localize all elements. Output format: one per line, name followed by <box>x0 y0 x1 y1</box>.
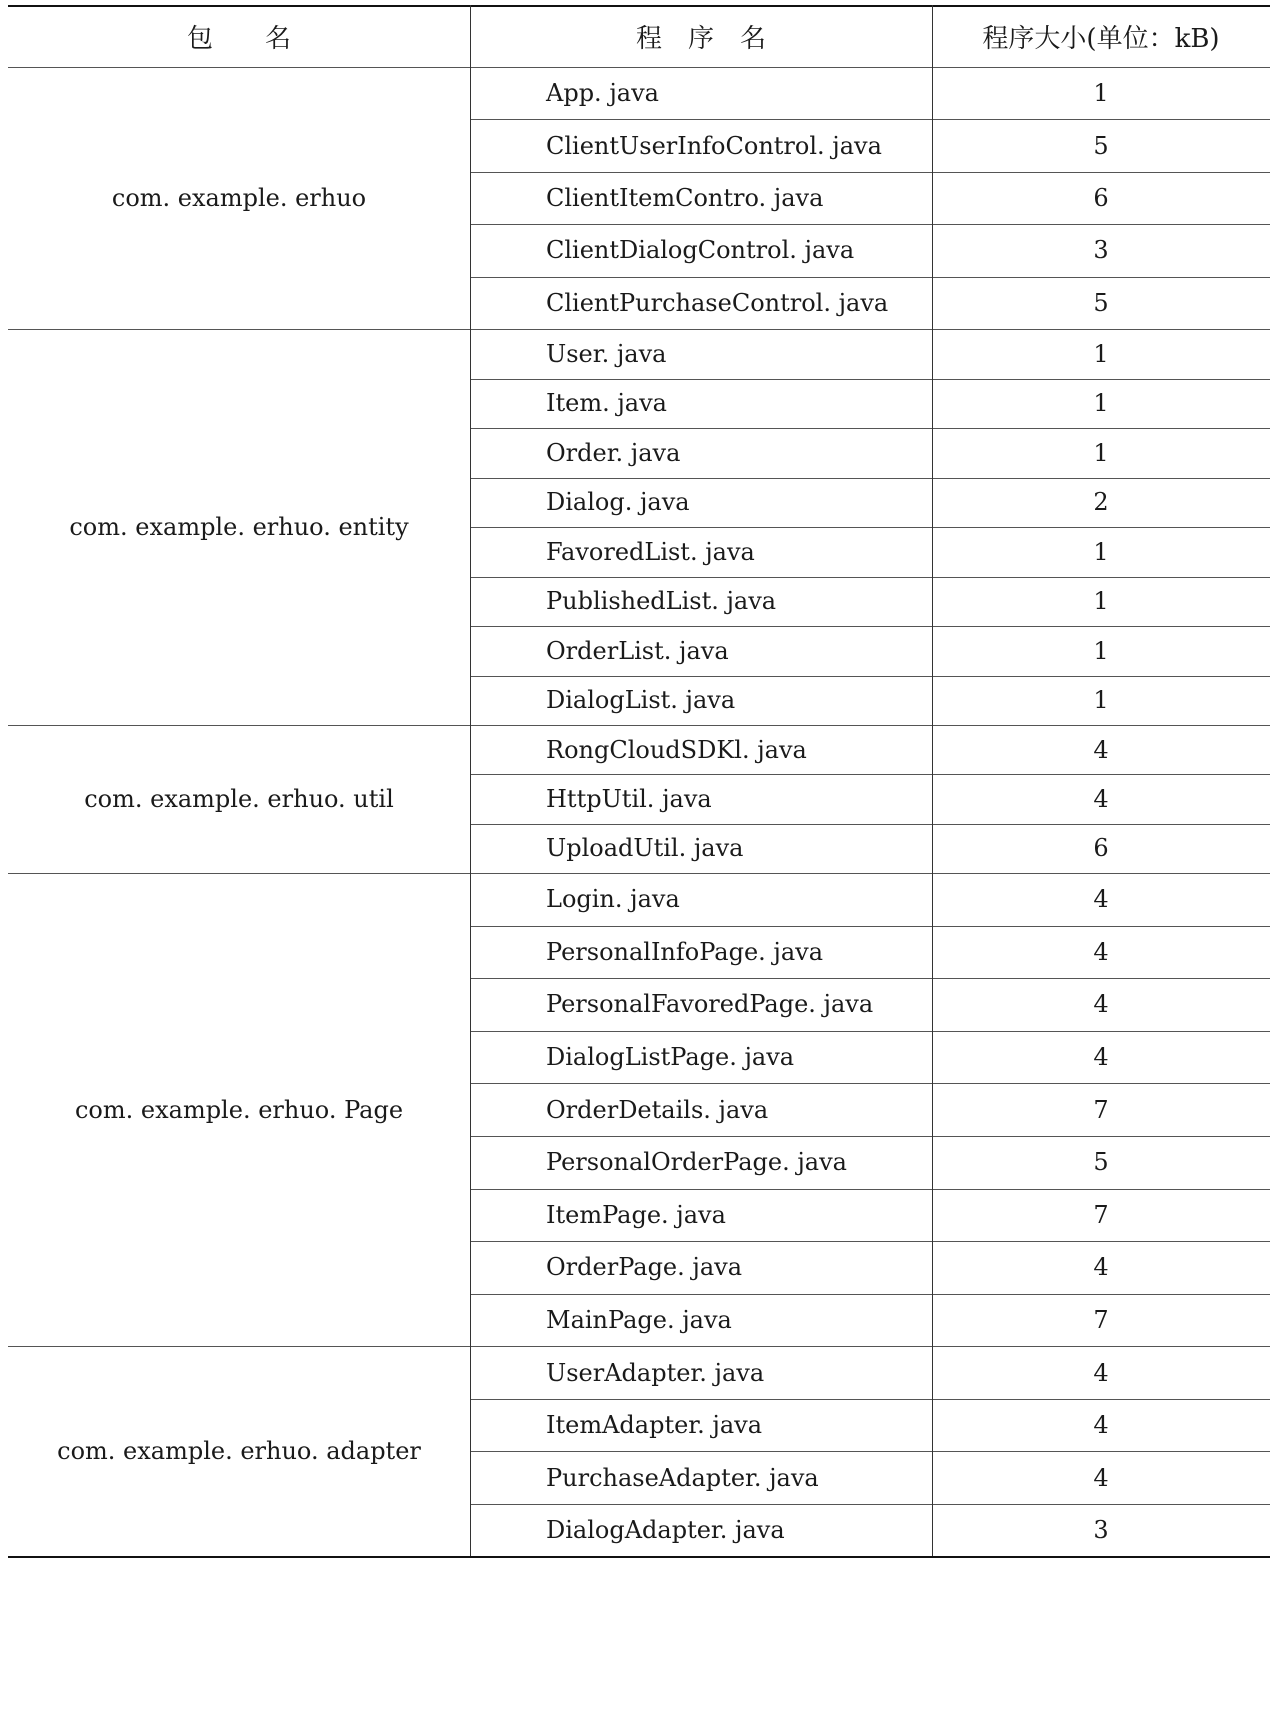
table-row <box>8 277 1270 329</box>
program-name: Dialog. java <box>546 488 690 517</box>
program-name: OrderList. java <box>546 636 729 665</box>
rule-line <box>470 1189 1270 1190</box>
program-size: 4 <box>1093 1042 1109 1071</box>
table-row <box>8 1504 1270 1557</box>
program-size: 7 <box>1093 1305 1109 1334</box>
table-row <box>8 873 1270 926</box>
package-name: com. example. erhuo. util <box>84 784 394 813</box>
package-name: com. example. erhuo <box>111 184 367 212</box>
column-rule <box>470 725 471 873</box>
header-package: 包 名 <box>186 23 291 54</box>
table-row <box>8 379 1270 429</box>
header-row <box>8 5 1270 67</box>
table-row <box>8 626 1270 676</box>
table-row <box>8 774 1270 823</box>
rule-line <box>470 119 1270 120</box>
program-name: Login. java <box>546 885 680 914</box>
table-row <box>8 224 1270 276</box>
rule-line <box>470 1504 1270 1505</box>
table-row <box>8 978 1270 1031</box>
rule-line <box>470 1241 1270 1242</box>
table-row <box>8 1241 1270 1294</box>
program-size: 1 <box>1093 686 1109 715</box>
table-row <box>8 1294 1270 1347</box>
program-size: 4 <box>1093 784 1109 813</box>
program-size: 3 <box>1093 1516 1109 1545</box>
table-row <box>8 67 1270 119</box>
rule-line <box>470 676 1270 677</box>
program-name: PurchaseAdapter. java <box>546 1463 819 1492</box>
table-row <box>8 119 1270 171</box>
program-size: 1 <box>1093 389 1109 418</box>
program-size: 1 <box>1093 537 1109 566</box>
rule-line <box>470 224 1270 225</box>
rule-line <box>470 1136 1270 1137</box>
program-size: 1 <box>1093 587 1109 616</box>
program-name: HttpUtil. java <box>546 784 712 813</box>
table-row <box>8 1451 1270 1504</box>
rule-line <box>8 5 1270 7</box>
program-name: ClientDialogControl. java <box>546 236 855 265</box>
table-row <box>8 527 1270 577</box>
program-size: 1 <box>1093 438 1109 467</box>
table-row <box>8 1031 1270 1084</box>
program-name: PersonalInfoPage. java <box>546 937 824 966</box>
program-name: RongCloudSDKl. java <box>546 735 807 764</box>
rule-line <box>470 379 1270 380</box>
table-row <box>8 172 1270 224</box>
rule-line <box>470 1399 1270 1400</box>
program-name: Item. java <box>546 389 667 418</box>
header-size: 程序大小(单位：kB) <box>982 23 1220 54</box>
program-size: 4 <box>1093 1358 1109 1387</box>
package-name: com. example. erhuo. entity <box>69 513 409 541</box>
program-size: 4 <box>1093 735 1109 764</box>
program-name: DialogListPage. java <box>546 1042 795 1071</box>
column-rule <box>470 5 471 67</box>
table-row <box>8 329 1270 379</box>
column-rule <box>932 329 933 725</box>
program-name: User. java <box>546 339 667 368</box>
program-name: Order. java <box>546 438 681 467</box>
rule-line <box>470 527 1270 528</box>
rule-line <box>470 1083 1270 1084</box>
rule-line <box>470 428 1270 429</box>
rule-line <box>470 1294 1270 1295</box>
program-name: OrderPage. java <box>546 1253 743 1282</box>
program-name: PersonalOrderPage. java <box>546 1148 847 1177</box>
program-name: ItemPage. java <box>546 1200 726 1229</box>
table-row <box>8 478 1270 528</box>
program-name: PublishedList. java <box>546 587 777 616</box>
program-name: PersonalFavoredPage. java <box>546 990 874 1019</box>
column-rule <box>932 1346 933 1556</box>
table-row <box>8 926 1270 979</box>
rule-line <box>470 926 1270 927</box>
program-size: 5 <box>1093 1148 1109 1177</box>
program-size: 6 <box>1093 183 1109 212</box>
table-row <box>8 1399 1270 1452</box>
table-row <box>8 1136 1270 1189</box>
rule-line <box>8 1556 1270 1558</box>
table-row <box>8 1346 1270 1399</box>
program-name: FavoredList. java <box>546 537 755 566</box>
program-name: MainPage. java <box>546 1305 732 1334</box>
program-name: DialogList. java <box>546 686 736 715</box>
package-name: com. example. erhuo. Page <box>74 1095 404 1124</box>
rule-line <box>470 978 1270 979</box>
column-rule <box>470 873 471 1346</box>
program-size: 5 <box>1093 288 1109 317</box>
program-size: 1 <box>1093 636 1109 665</box>
program-name: ClientPurchaseControl. java <box>546 288 889 317</box>
program-size: 4 <box>1093 990 1109 1019</box>
program-name: DialogAdapter. java <box>546 1516 785 1545</box>
program-size: 7 <box>1093 1095 1109 1124</box>
rule-line <box>470 577 1270 578</box>
program-size: 5 <box>1093 131 1109 160</box>
table-row <box>8 1083 1270 1136</box>
program-name: ClientItemContro. java <box>546 183 824 212</box>
program-size: 1 <box>1093 79 1109 108</box>
column-rule <box>932 725 933 873</box>
rule-line <box>470 277 1270 278</box>
program-name: UploadUtil. java <box>546 834 744 863</box>
table-row <box>8 577 1270 627</box>
table-row <box>8 1189 1270 1242</box>
column-rule <box>470 329 471 725</box>
package-name: com. example. erhuo. adapter <box>57 1437 421 1466</box>
program-size: 4 <box>1093 1463 1109 1492</box>
program-name: OrderDetails. java <box>546 1095 769 1124</box>
rule-line <box>470 824 1270 825</box>
program-name: ItemAdapter. java <box>546 1411 763 1440</box>
table-row <box>8 428 1270 478</box>
program-size: 6 <box>1093 834 1109 863</box>
program-name: UserAdapter. java <box>546 1358 765 1387</box>
column-rule <box>470 67 471 329</box>
program-name: App. java <box>546 79 659 108</box>
program-size: 4 <box>1093 885 1109 914</box>
table-row <box>8 725 1270 774</box>
program-size: 2 <box>1093 488 1109 517</box>
program-name: ClientUserInfoControl. java <box>546 131 882 160</box>
rule-line <box>470 1031 1270 1032</box>
rule-line <box>470 774 1270 775</box>
program-size: 4 <box>1093 937 1109 966</box>
program-size: 1 <box>1093 339 1109 368</box>
rule-line <box>470 1451 1270 1452</box>
column-rule <box>932 67 933 329</box>
program-size: 3 <box>1093 236 1109 265</box>
column-rule <box>932 5 933 67</box>
rule-line <box>470 478 1270 479</box>
table-row <box>8 824 1270 873</box>
program-size: 4 <box>1093 1253 1109 1282</box>
program-size: 4 <box>1093 1411 1109 1440</box>
table-row <box>8 676 1270 726</box>
column-rule <box>932 873 933 1346</box>
program-size: 7 <box>1093 1200 1109 1229</box>
column-rule <box>470 1346 471 1556</box>
header-program: 程 序 名 <box>635 23 766 54</box>
rule-line <box>470 172 1270 173</box>
rule-line <box>470 626 1270 627</box>
